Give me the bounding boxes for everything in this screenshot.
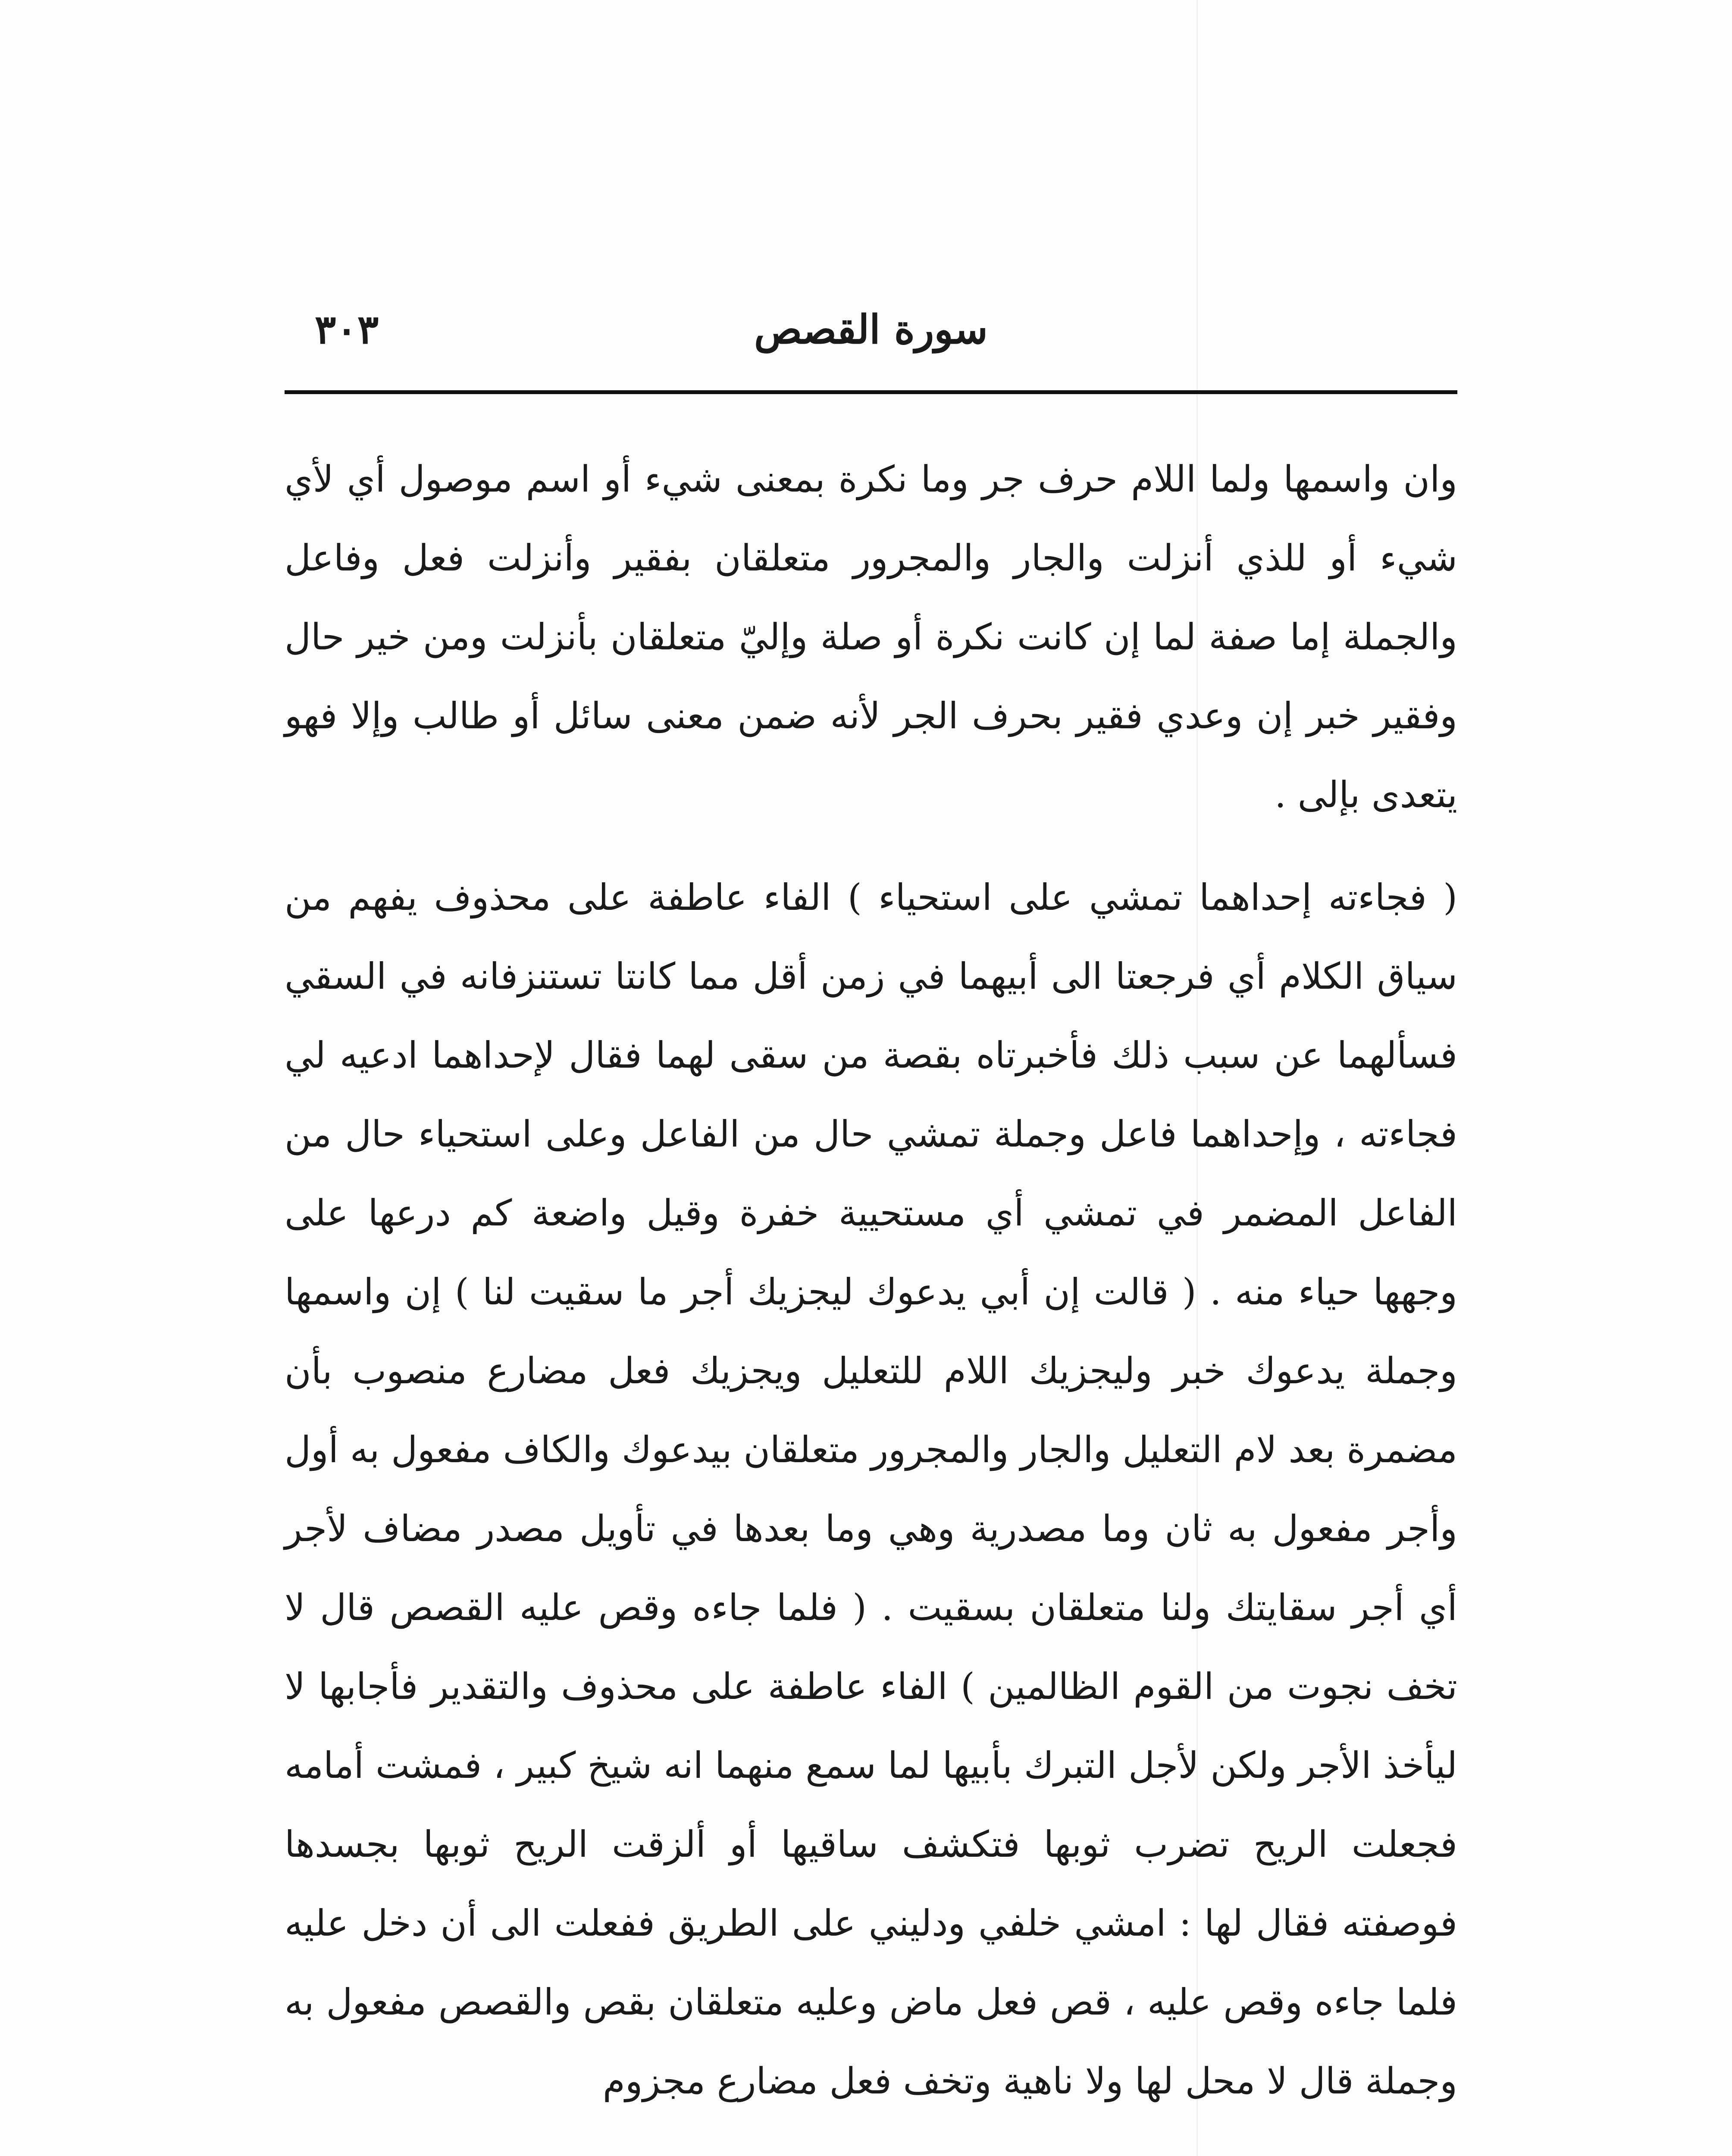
running-header xyxy=(285,298,1457,371)
page-number: ٣٠٣ xyxy=(315,306,379,353)
paragraph: ( فجاءته إحداهما تمشي على استحياء ) الفاء عاطفة على محذوف يفهم من سياق الكلام أي فرجعتا الى أبيهما في زمن أقل مما كانتا تستنزفانه في السقي فسألهما عن سبب ذلك فأخبرتاه بقصة من سقى لهما فقال لإحداهما ادعيه لي فجاءته ، وإحداهما فاعل وجملة تمشي حال من الفاعل وعلى استحياء حال من الفاعل المضمر في تمشي أي مستحيية خفرة وقيل واضعة كم درعها على وجهها حياء منه . ( قالت إن أبي يدعوك ليجزيك أجر ما سقيت لنا ) إن واسمها وجملة يدعوك خبر وليجزيك اللام للتعليل ويجزيك فعل مضارع منصوب بأن مضمرة بعد لام التعليل والجار والمجرور متعلقان بيدعوك والكاف مفعول به أول وأجر مفعول به ثان وما مصدرية وهي وما بعدها في تأويل مصدر مضاف لأجر أي أجر سقايتك ولنا متعلقان بسقيت . ( فلما جاءه وقص عليه القصص قال لا تخف نجوت من القوم الظالمين ) الفاء عاطفة على محذوف والتقدير فأجابها لا ليأخذ الأجر ولكن لأجل التبرك بأبيها لما سمع منهما انه شيخ كبير ، فمشت أمامه فجعلت الريح تضرب ثوبها فتكشف ساقيها أو ألزقت الريح ثوبها بجسدها فوصفته فقال لها : امشي خلفي ودليني على الطريق ففعلت الى أن دخل عليه فلما جاءه وقص عليه ، قص فعل ماض وعليه متعلقان بقص والقصص مفعول به وجملة قال لا محل لها ولا ناهية وتخف فعل مضارع مجزوم xyxy=(285,876,1457,2102)
header-divider xyxy=(285,390,1457,394)
text-block-1 xyxy=(285,440,1457,834)
surah-title: سورة القصص xyxy=(754,306,988,353)
text-block-2 xyxy=(285,858,1457,2121)
paragraph: وان واسمها ولما اللام حرف جر وما نكرة بمعنى شيء أو اسم موصول أي لأي شيء أو للذي أنزلت والجار والمجرور متعلقان بفقير وأنزلت فعل وفاعل والجملة إما صفة لما إن كانت نكرة أو صلة وإليّ متعلقان بأنزلت ومن خير حال وفقير خبر إن وعدي فقير بحرف الجر لأنه ضمن معنى سائل أو طالب وإلا فهو يتعدى بإلى . xyxy=(285,458,1457,816)
